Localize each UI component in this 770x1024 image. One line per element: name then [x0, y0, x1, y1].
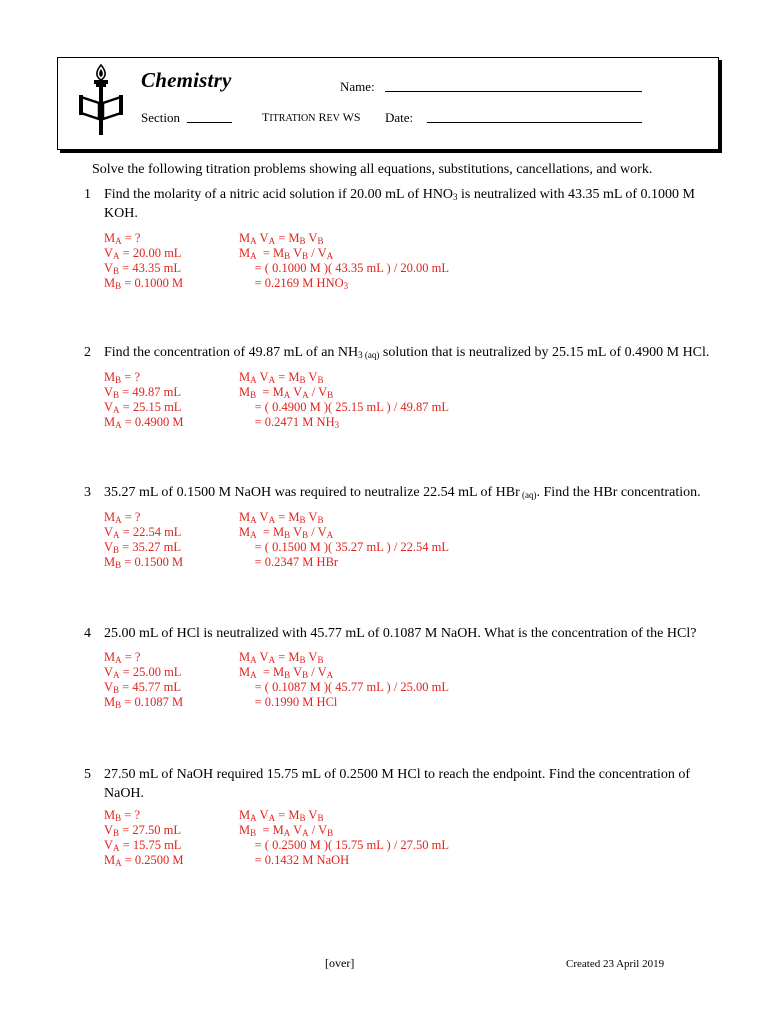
problem-number: 5 — [84, 767, 91, 782]
solution-work: $M_A$ $V_A = M_B$ $V_B$ $M_A = M_B$ $V_B / V_A$ = ( 0.1087 M )( 45.77 mL ) / 25.00 mL = 0.1990 M HCl — [239, 650, 450, 709]
problem-number: 1 — [84, 187, 91, 202]
torch-book-logo-icon — [78, 63, 124, 137]
problem-number: 2 — [84, 345, 91, 360]
problem-text: 27.50 mL of NaOH required 15.75 mL of 0.2500 M HCl to reach the endpoint. Find the concentration of NaOH. — [104, 767, 691, 801]
solution-work: $M_A$ $V_A = M_B$ $V_B$ $M_B = M_A$ $V_A / V_B$ = ( 0.2500 M )( 15.75 mL ) / 27.50 mL = 0.1432 M NaOH — [239, 808, 450, 867]
problem-text: 25.00 mL of HCl is neutralized with 45.77 mL of 0.1087 M NaOH. What is the concentration of the HCl? — [104, 626, 697, 641]
given-values: $M_A$ = ? $V_A = 20.00$ mL $V_B = 43.35$ mL $M_B = 0.1000$ M — [104, 231, 184, 291]
over-note: [over] — [325, 956, 355, 970]
instructions: Solve the following titration problems showing all equations, substitutions, cancellations, and work. — [92, 162, 653, 177]
name-label: Name: — [340, 79, 375, 94]
date-field[interactable] — [427, 122, 642, 123]
given-values: $M_A$ = ? $V_A = 25.00$ mL $V_B = 45.77$ mL $M_B = 0.1087$ M — [104, 650, 184, 710]
course-title: Chemistry — [141, 68, 232, 92]
solution-work: $M_A$ $V_A = M_B$ $V_B$ $M_B = M_A$ $V_A / V_B$ = ( 0.4900 M )( 25.15 mL ) / 49.87 mL = 0.2471 M $NH_3$ — [239, 370, 450, 430]
given-values: $M_B$ = ? $V_B = 49.87$ mL $V_A = 25.15$ mL $M_A = 0.4900$ M — [104, 370, 184, 430]
worksheet-title: TITRATION REV WS — [262, 110, 361, 124]
section-label: Section — [141, 110, 180, 125]
problem-text: 35.27 mL of 0.1500 M NaOH was required to neutralize 22.54 mL of HBr $_{(aq)}$. Find the HBr concentration. — [104, 485, 701, 500]
name-field[interactable] — [385, 91, 642, 92]
given-values: $M_B$ = ? $V_B = 27.50$ mL $V_A = 15.75$ mL $M_A = 0.2500$ M — [104, 808, 184, 868]
problem-number: 3 — [84, 485, 91, 500]
created-date: Created 23 April 2019 — [566, 958, 665, 970]
problem-text: Find the molarity of a nitric acid solution if 20.00 mL of $HNO_3$ is neutralized with 43.35 mL of 0.1000 M KOH. — [104, 187, 695, 221]
date-label: Date: — [385, 110, 414, 125]
section-field[interactable] — [187, 122, 232, 123]
solution-work: $M_A$ $V_A = M_B$ $V_B$ $M_A = M_B$ $V_B / V_A$ = ( 0.1500 M )( 35.27 mL ) / 22.54 mL = 0.2347 M HBr — [239, 510, 450, 569]
solution-work: $M_A$ $V_A = M_B$ $V_B$ $M_A = M_B$ $V_B / V_A$ = ( 0.1000 M )( 43.35 mL ) / 20.00 mL = 0.2169 M $HNO_3$ — [239, 231, 450, 291]
problem-number: 4 — [84, 626, 91, 641]
problem-text: Find the concentration of 49.87 mL of an $NH_{3 (aq)}$ solution that is neutralized by 25.15 mL of 0.4900 M HCl. — [104, 345, 710, 360]
given-values: $M_A$ = ? $V_A = 22.54$ mL $V_B = 35.27$ mL $M_B = 0.1500$ M — [104, 510, 184, 570]
